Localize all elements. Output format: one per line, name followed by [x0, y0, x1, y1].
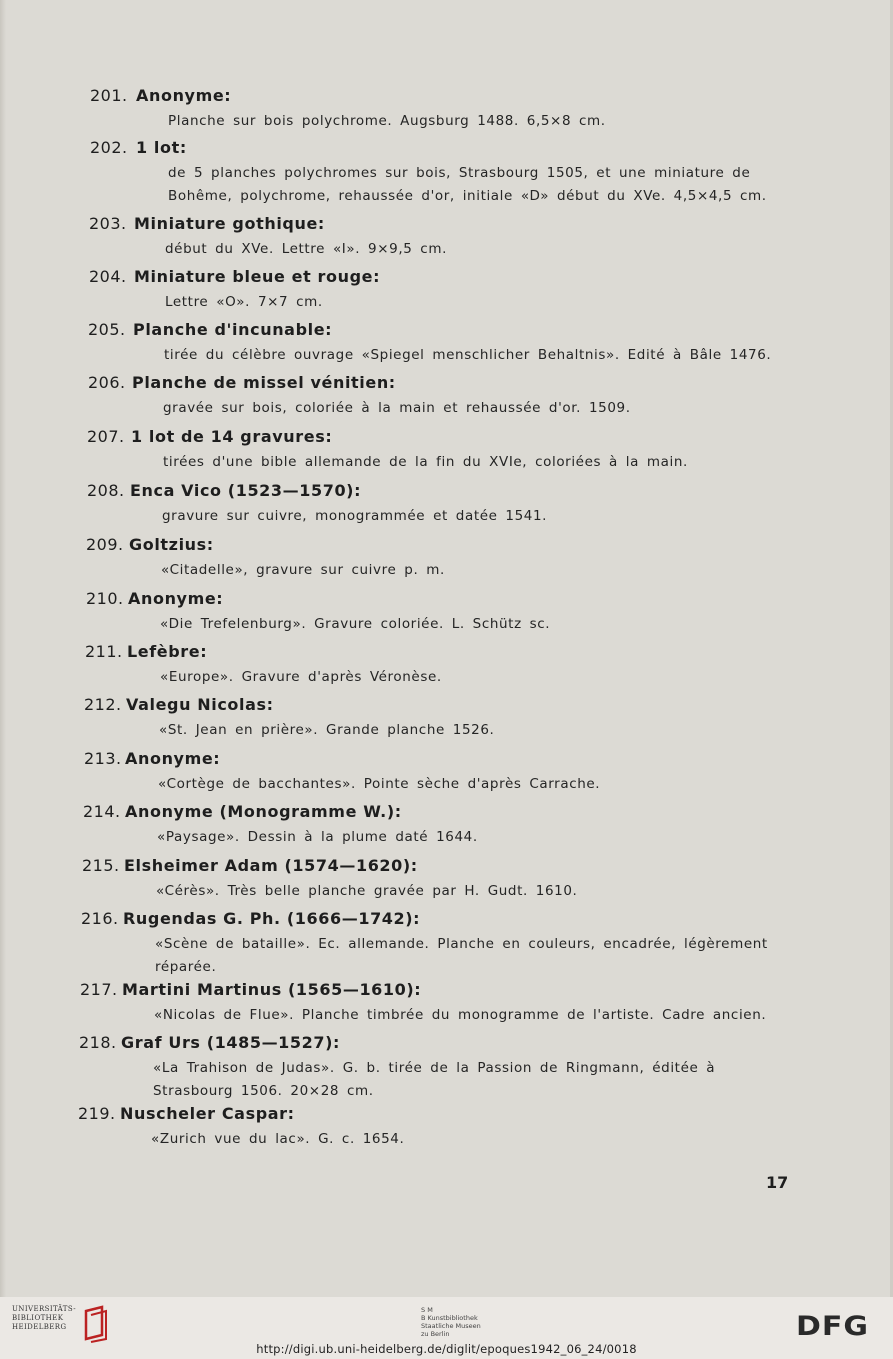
entry-description: tirées d'une bible allemande de la fin du XVIe, coloriées à la main. [163, 454, 688, 470]
entry-number: 217. [80, 980, 118, 999]
entry-number: 202. [90, 138, 128, 157]
smb-line: Staatliche Museen [421, 1322, 481, 1330]
smb-line: S M [421, 1306, 433, 1314]
entry-number: 216. [81, 909, 119, 928]
entry-description: «La Trahison de Judas». G. b. tirée de la Passion de Ringmann, éditée à Strasbourg 1506. 20×28 cm. [153, 1060, 716, 1099]
entry-title: Miniature gothique: [134, 214, 325, 233]
entry-description: de 5 planches polychromes sur bois, Strasbourg 1505, et une miniature de Bohême, polychrome, rehaussée d'or, initiale «D» début du XVe. 4,5×4,5 cm. [168, 165, 767, 204]
entry-description: «Nicolas de Flue». Planche timbrée du monogramme de l'artiste. Cadre ancien. [154, 1007, 767, 1023]
dfg-logo[interactable]: DFG [796, 1310, 870, 1343]
smb-line: zu Berlin [421, 1330, 450, 1338]
entry-title: Anonyme: [128, 589, 224, 608]
entry-number: 219. [78, 1104, 116, 1123]
entry-number: 207. [87, 427, 125, 446]
entry-number: 208. [87, 481, 125, 500]
entry-number: 204. [89, 267, 127, 286]
entry-description: «Die Trefelenburg». Gravure coloriée. L. Schütz sc. [160, 616, 551, 632]
library-name-line: BIBLIOTHEK [12, 1314, 64, 1322]
library-name-line: UNIVERSITÄTS- [12, 1305, 77, 1313]
entry-description: tirée du célèbre ouvrage «Spiegel menschlicher Behaltnis». Edité à Bâle 1476. [164, 347, 772, 363]
permalink-url[interactable]: http://digi.ub.uni-heidelberg.de/diglit/epoques1942_06_24/0018 [256, 1342, 637, 1356]
entry-description: gravée sur bois, coloriée à la main et rehaussée d'or. 1509. [163, 400, 631, 416]
entry-description: «St. Jean en prière». Grande planche 1526. [159, 722, 495, 738]
viewer-footer [0, 1297, 893, 1359]
entry-description: «Scène de bataille». Ec. allemande. Planche en couleurs, encadrée, légèrement réparée. [155, 936, 768, 975]
entry-description: «Cérès». Très belle planche gravée par H. Gudt. 1610. [156, 883, 578, 899]
library-name-line: HEIDELBERG [12, 1323, 67, 1331]
library-emblem-icon [82, 1305, 110, 1343]
university-library-logo[interactable] [12, 1305, 112, 1347]
entry-description: Lettre «O». 7×7 cm. [165, 294, 323, 310]
entry-title: 1 lot: [136, 138, 187, 157]
entry-title: Graf Urs (1485—1527): [121, 1033, 341, 1052]
page-edge-shadow [0, 0, 6, 1297]
entry-title: Planche d'incunable: [133, 320, 333, 339]
kunstbibliothek-credit [421, 1306, 481, 1338]
entry-title: Anonyme: [136, 86, 232, 105]
entry-number: 206. [88, 373, 126, 392]
entry-description: début du XVe. Lettre «I». 9×9,5 cm. [165, 241, 447, 257]
entry-number: 213. [84, 749, 122, 768]
page-number: 17 [766, 1173, 789, 1192]
entry-number: 212. [84, 695, 122, 714]
entry-description: Planche sur bois polychrome. Augsburg 1488. 6,5×8 cm. [168, 113, 606, 129]
entry-number: 214. [83, 802, 121, 821]
entry-description: «Zurich vue du lac». G. c. 1654. [151, 1131, 405, 1147]
entry-title: Miniature bleue et rouge: [134, 267, 381, 286]
library-name [12, 1305, 82, 1332]
entry-number: 218. [79, 1033, 117, 1052]
entry-number: 211. [85, 642, 123, 661]
entry-number: 215. [82, 856, 120, 875]
smb-line: B Kunstbibliothek [421, 1314, 478, 1322]
entry-description: «Europe». Gravure d'après Véronèse. [160, 669, 442, 685]
entry-title: Planche de missel vénitien: [132, 373, 396, 392]
entry-title: Goltzius: [129, 535, 214, 554]
entry-title: Lefèbre: [127, 642, 208, 661]
entry-title: Anonyme: [125, 749, 221, 768]
entry-number: 209. [86, 535, 124, 554]
entry-description: gravure sur cuivre, monogrammée et datée 1541. [162, 508, 548, 524]
entry-title: Elsheimer Adam (1574—1620): [124, 856, 418, 875]
entry-title: Enca Vico (1523—1570): [130, 481, 362, 500]
entry-title: Martini Martinus (1565—1610): [122, 980, 422, 999]
entry-description: «Paysage». Dessin à la plume daté 1644. [157, 829, 478, 845]
entry-title: Anonyme (Monogramme W.): [125, 802, 402, 821]
entry-title: Nuscheler Caspar: [120, 1104, 295, 1123]
entry-title: Valegu Nicolas: [126, 695, 274, 714]
entry-number: 203. [89, 214, 127, 233]
entry-number: 210. [86, 589, 124, 608]
entry-number: 201. [90, 86, 128, 105]
entry-number: 205. [88, 320, 126, 339]
entry-description: «Citadelle», gravure sur cuivre p. m. [161, 562, 445, 578]
entry-description: «Cortège de bacchantes». Pointe sèche d'après Carrache. [158, 776, 601, 792]
entry-title: 1 lot de 14 gravures: [131, 427, 333, 446]
entry-title: Rugendas G. Ph. (1666—1742): [123, 909, 421, 928]
